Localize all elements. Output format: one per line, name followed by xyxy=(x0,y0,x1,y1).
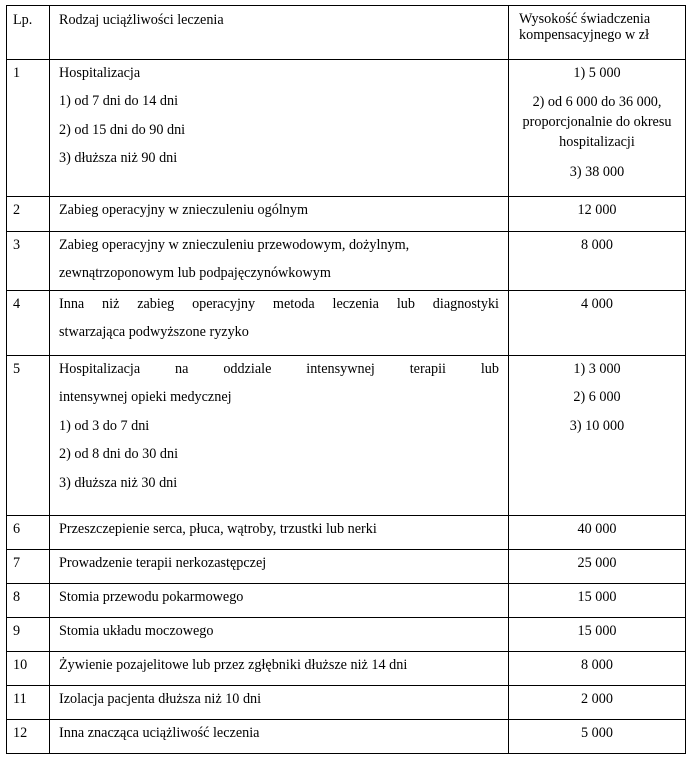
row-cell-amount xyxy=(509,618,686,652)
row-cell-kind xyxy=(50,516,509,550)
kind-line: zewnątrzoponowym lub podpajęczynówkowym xyxy=(59,265,331,282)
row-cell-kind xyxy=(50,550,509,584)
row-cell-amount xyxy=(509,720,686,754)
row-cell-lp xyxy=(7,720,50,754)
row-amount-text xyxy=(509,584,685,609)
row-amount-text xyxy=(509,686,685,711)
table-row xyxy=(7,618,686,652)
table-row xyxy=(7,197,686,232)
row-cell-kind xyxy=(50,686,509,720)
header-label-lp: Lp. xyxy=(13,12,33,28)
amount-line: 40 000 xyxy=(577,521,617,537)
row-cell-kind xyxy=(50,652,509,686)
table-row xyxy=(7,584,686,618)
row-kind-text xyxy=(50,686,508,711)
row-cell-amount xyxy=(509,686,686,720)
kind-line: Stomia przewodu pokarmowego xyxy=(59,589,244,605)
row-kind-text xyxy=(50,516,508,541)
kind-line: intensywnej opieki medycznej xyxy=(59,389,232,406)
kind-line: 3) dłuższa niż 90 dni xyxy=(59,150,178,167)
row-kind-text xyxy=(50,60,508,171)
row-cell-amount xyxy=(509,584,686,618)
row-kind-text xyxy=(50,232,508,286)
row-cell-lp xyxy=(7,652,50,686)
row-amount-text xyxy=(509,550,685,575)
row-kind-text xyxy=(50,584,508,609)
row-cell-lp xyxy=(7,516,50,550)
row-number: 2 xyxy=(13,202,21,218)
row-number: 8 xyxy=(13,589,21,605)
header-cell-kind xyxy=(50,6,509,60)
row-kind-text xyxy=(50,291,508,345)
kind-line: 2) od 15 dni do 90 dni xyxy=(59,121,186,138)
row-number: 11 xyxy=(13,691,27,707)
table-row xyxy=(7,686,686,720)
row-cell-kind xyxy=(50,584,509,618)
amount-line: 5 000 xyxy=(581,725,613,741)
row-cell-lp xyxy=(7,60,50,197)
amount-line: 15 000 xyxy=(577,623,617,639)
row-amount-text xyxy=(509,60,685,185)
row-kind-text xyxy=(50,652,508,677)
row-number: 3 xyxy=(13,237,21,253)
header-amount-line-1: Wysokość świadczenia xyxy=(519,11,651,27)
kind-line: Prowadzenie terapii nerkozastępczej xyxy=(59,555,267,571)
row-number: 7 xyxy=(13,555,21,571)
row-cell-kind xyxy=(50,618,509,652)
row-number: 4 xyxy=(13,296,21,312)
row-cell-amount xyxy=(509,60,686,197)
kind-line: 3) dłuższa niż 30 dni xyxy=(59,474,178,491)
amount-line: 8 000 xyxy=(581,657,613,673)
row-kind-text xyxy=(50,356,508,495)
row-cell-kind xyxy=(50,720,509,754)
kind-line: Żywienie pozajelitowe lub przez zgłębniki dłuższe niż 14 dni xyxy=(59,657,408,673)
row-amount-text xyxy=(509,652,685,677)
row-kind-text xyxy=(50,550,508,575)
row-number: 12 xyxy=(13,725,28,741)
row-amount-text xyxy=(509,516,685,541)
amount-line: 2) 6 000 xyxy=(573,389,621,406)
row-cell-lp xyxy=(7,584,50,618)
row-cell-lp xyxy=(7,356,50,516)
amount-line: 1) 5 000 xyxy=(573,65,621,81)
amount-line: 1) 3 000 xyxy=(573,361,621,377)
amount-line: 12 000 xyxy=(577,202,617,218)
row-cell-amount xyxy=(509,197,686,232)
table-row xyxy=(7,356,686,516)
table-row xyxy=(7,232,686,291)
row-cell-kind xyxy=(50,291,509,356)
row-amount-text xyxy=(509,232,685,257)
row-cell-amount xyxy=(509,291,686,356)
row-cell-lp xyxy=(7,618,50,652)
amount-line: 15 000 xyxy=(577,589,617,605)
row-kind-text xyxy=(50,197,508,222)
row-cell-kind xyxy=(50,60,509,197)
kind-line: Inna znacząca uciążliwość leczenia xyxy=(59,725,260,741)
row-cell-amount xyxy=(509,232,686,291)
row-cell-kind xyxy=(50,232,509,291)
row-number: 9 xyxy=(13,623,21,639)
kind-line: Inna niż zabieg operacyjny metoda leczenia lub diagnostyki xyxy=(59,296,499,312)
row-amount-text xyxy=(509,291,685,316)
kind-line: stwarzająca podwyższone ryzyko xyxy=(59,324,249,341)
amount-line: 4 000 xyxy=(581,296,613,312)
row-cell-lp xyxy=(7,686,50,720)
row-number: 10 xyxy=(13,657,28,673)
row-cell-lp xyxy=(7,550,50,584)
header-label-amount xyxy=(509,6,685,48)
row-number: 5 xyxy=(13,361,21,377)
row-kind-text xyxy=(50,618,508,643)
row-cell-kind xyxy=(50,356,509,516)
row-kind-text xyxy=(50,720,508,745)
header-label-kind: Rodzaj uciążliwości leczenia xyxy=(59,12,224,28)
kind-line: Przeszczepienie serca, płuca, wątroby, trzustki lub nerki xyxy=(59,521,377,537)
table-header-row xyxy=(7,6,686,60)
kind-line: Zabieg operacyjny w znieczuleniu ogólnym xyxy=(59,202,308,218)
kind-line: 1) od 3 do 7 dni xyxy=(59,417,150,434)
row-number: 6 xyxy=(13,521,21,537)
kind-line: 2) od 8 dni do 30 dni xyxy=(59,446,179,463)
kind-line: Izolacja pacjenta dłuższa niż 10 dni xyxy=(59,691,262,707)
kind-line: 1) od 7 dni do 14 dni xyxy=(59,93,179,110)
row-cell-lp xyxy=(7,291,50,356)
kind-line: Zabieg operacyjny w znieczuleniu przewodowym, dożylnym, xyxy=(59,237,410,253)
amount-line: 2 000 xyxy=(581,691,613,707)
row-cell-amount xyxy=(509,356,686,516)
row-amount-text xyxy=(509,356,685,438)
row-amount-text xyxy=(509,720,685,745)
row-cell-amount xyxy=(509,652,686,686)
row-cell-kind xyxy=(50,197,509,232)
amount-line: 8 000 xyxy=(581,237,613,253)
table-row xyxy=(7,550,686,584)
table-row xyxy=(7,516,686,550)
row-cell-amount xyxy=(509,516,686,550)
benefit-amount-table xyxy=(6,5,686,754)
kind-line: Stomia układu moczowego xyxy=(59,623,214,639)
kind-line: Hospitalizacja xyxy=(59,65,141,81)
row-cell-lp xyxy=(7,232,50,291)
table-row xyxy=(7,60,686,197)
table-row xyxy=(7,291,686,356)
amount-line: 3) 10 000 xyxy=(569,417,625,434)
row-cell-amount xyxy=(509,550,686,584)
row-cell-lp xyxy=(7,197,50,232)
header-cell-amount xyxy=(509,6,686,60)
kind-line: Hospitalizacja na oddziale intensywnej terapii lub xyxy=(59,361,499,377)
table-row xyxy=(7,720,686,754)
row-amount-text xyxy=(509,618,685,643)
table-row xyxy=(7,652,686,686)
amount-line: 25 000 xyxy=(577,555,617,571)
header-cell-lp xyxy=(7,6,50,60)
amount-line: 3) 38 000 xyxy=(569,164,625,181)
row-number: 1 xyxy=(13,65,21,81)
row-amount-text xyxy=(509,197,685,222)
amount-line: 2) od 6 000 do 36 000, proporcjonalnie do okresu hospitalizacji xyxy=(522,94,672,150)
header-amount-line-2: kompensacyjnego w zł xyxy=(519,27,650,44)
